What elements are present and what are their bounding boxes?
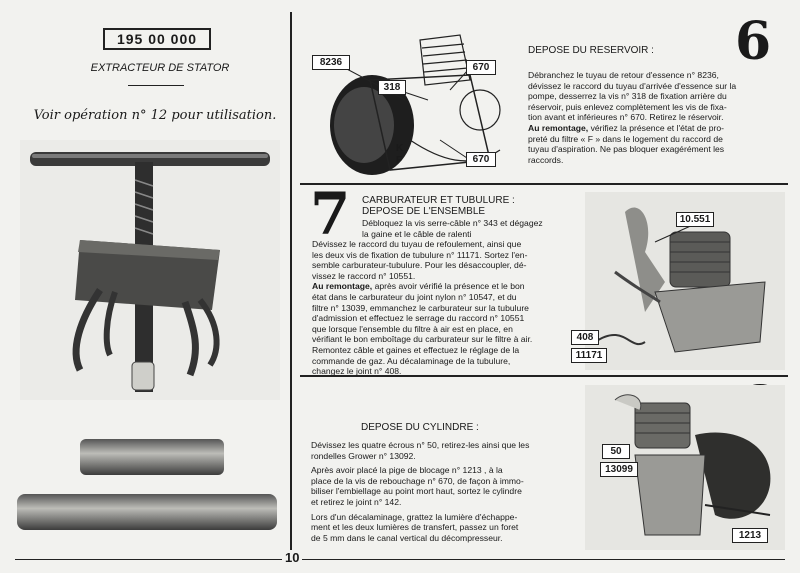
part-number: 195 00 000 <box>116 31 198 47</box>
step-number: 7 <box>310 180 351 248</box>
section-text: Débloquez la vis serre-câble n° 343 et dégagez la gaine et le câble de ralenti <box>362 218 543 239</box>
part-number-box <box>103 28 211 50</box>
callout-10551: 10.551 <box>676 212 714 227</box>
section-title: CARBURATEUR ET TUBULURE : DEPOSE DE L'ENSEMBLE <box>362 195 515 217</box>
step-number: 6 <box>735 11 772 72</box>
title-underline <box>128 85 184 86</box>
callout-11171: 11171 <box>571 348 607 363</box>
section-text: Dévissez les quatre écrous n° 50, retirez-les ainsi que les rondelles Grower n° 13092. Après avoir placé la pige de blocage n° 1213 , à la place de la vis de rebouchage n° 670, de façon à immo- biliser l'embiellage au point mort haut, sortez le cylindre et retirez le joint n° 142. Lors d'un décalaminage, grattez la lumière d'échappe- ment et les deux lumières de transfert, passez un foret de 5 mm dans le canal vertical du décompresseur. <box>311 440 530 543</box>
letter-f: F <box>396 155 403 166</box>
callout-408: 408 <box>571 330 599 345</box>
section-title: DEPOSE DU CYLINDRE : <box>361 422 479 433</box>
stator-extractor-photo <box>20 140 280 400</box>
callout-1213: 1213 <box>732 528 768 543</box>
part-name: EXTRACTEUR DE STATOR <box>90 62 230 74</box>
callout-670: 670 <box>466 152 496 167</box>
section-divider <box>300 183 788 185</box>
section-title: DEPOSE DU RESERVOIR : <box>528 45 654 56</box>
page-number: 10 <box>282 550 302 565</box>
sleeve-tube-short <box>78 435 228 480</box>
section-text: Dévissez le raccord du tuyau de refoulement, ainsi que les deux vis de fixation de tubulure n° 11171. Sortez l'en- semble carburateur-tubulure. Pour les désaccoupler, dé- vissez le raccord n° 10551. Au remontage, après avoir vérifié la présence et le bon état dans le carburateur du joint nylon n° 10547, et du filtre n° 13039, emmanchez le carburateur sur la tubulure d'admission et effectuez le serrage du raccord n° 10551 que lorsque l'ensemble du filtre à air est en place, en vérifiant le bon emboîtage du carburateur sur le filtre à air. Remontez câble et gaines et effectuez le réglage de la commande de gaz. Au décalaminage de la tubulure, changez le joint n° 408. <box>312 239 533 377</box>
callout-50: 50 <box>602 444 630 459</box>
callout-8236: 8236 <box>312 55 350 70</box>
column-divider <box>290 12 292 560</box>
callout-318: 318 <box>378 80 406 95</box>
callout-670: 670 <box>466 60 496 75</box>
section-text: Débranchez le tuyau de retour d'essence n° 8236, dévissez le raccord du tuyau d'arrivée d'essence sur la pompe, desserrez la vis n° 318 de fixation arrière du réservoir, puis enlevez complètement les vis de fixa- tion avant et inférieures n° 670. Retirez le réservoir. Au remontage, vérifiez la présence et l'état de pro- preté du filtre « F » dans le logement du raccord de tuyau d'aspiration. Ne pas bloquer exagérément les raccords. <box>528 70 737 165</box>
footer-rule <box>15 559 785 560</box>
letter-k: K <box>396 143 404 154</box>
usage-note: Voir opération n° 12 pour utilisation. <box>33 108 277 123</box>
callout-13099: 13099 <box>600 462 638 477</box>
sleeve-tube-long <box>15 488 280 536</box>
